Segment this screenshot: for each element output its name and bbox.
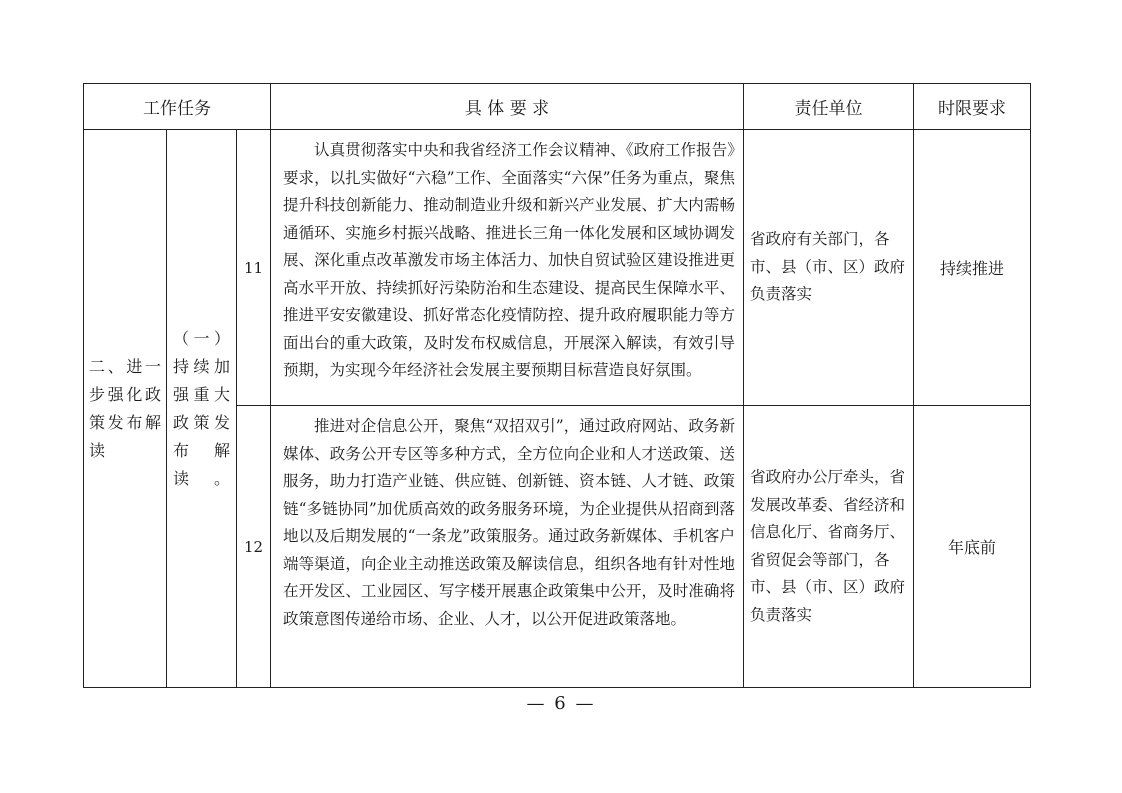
- category-cell: 二、进一步强化政策发布解读: [84, 130, 167, 688]
- deadline-cell: 年底前: [914, 406, 1031, 688]
- subcategory-cell: （一）持续加强重大政策发布解读。: [167, 130, 237, 688]
- table-row: [84, 130, 1031, 406]
- table-header-row: [84, 84, 1031, 130]
- header-task: 工作任务: [84, 84, 271, 130]
- header-deadline: 时限要求: [914, 84, 1031, 130]
- deadline-cell: 持续推进: [914, 130, 1031, 406]
- requirement-text: 认真贯彻落实中央和我省经济工作会议精神、《政府工作报告》要求，以扎实做好“六稳”工作、全面落实“六保”任务为重点，聚焦提升科技创新能力、推动制造业升级和新兴产业发展、扩大内需畅通循环、实施乡村振兴战略、推进长三角一体化发展和区域协调发展、深化重点改革激发市场主体活力、加快自贸试验区建设推进更高水平开放、持续抓好污染防治和生态建设、提高民生保障水平、推进平安安徽建设、抓好常态化疫情防控、提升政府履职能力等方面出台的重大政策，及时发布权威信息，开展深入解读，有效引导预期，为实现今年经济社会发展主要预期目标营造良好氛围。: [271, 130, 744, 406]
- responsible-unit: 省政府办公厅牵头，省发展改革委、省经济和信息化厅、省商务厅、省贸促会等部门，各市、县（市、区）政府负责落实: [744, 406, 914, 688]
- header-requirement: 具 体 要 求: [271, 84, 744, 130]
- header-unit: 责任单位: [744, 84, 914, 130]
- row-number: 11: [237, 130, 271, 406]
- responsible-unit: 省政府有关部门，各市、县（市、区）政府负责落实: [744, 130, 914, 406]
- row-number: 12: [237, 406, 271, 688]
- requirement-text: 推进对企信息公开，聚焦“双招双引”，通过政府网站、政务新媒体、政务公开专区等多种方式，全方位向企业和人才送政策、送服务，助力打造产业链、供应链、创新链、资本链、人才链、政策链“多链协同”加优质高效的政务服务环境，为企业提供从招商到落地以及后期发展的“一条龙”政策服务。通过政务新媒体、手机客户端等渠道，向企业主动推送政策及解读信息，组织各地有针对性地在开发区、工业园区、写字楼开展惠企政策集中公开，及时准确将政策意图传递给市场、企业、人才，以公开促进政策落地。: [271, 406, 744, 688]
- page-number: — 6 —: [526, 693, 596, 714]
- work-task-table: [83, 83, 1031, 688]
